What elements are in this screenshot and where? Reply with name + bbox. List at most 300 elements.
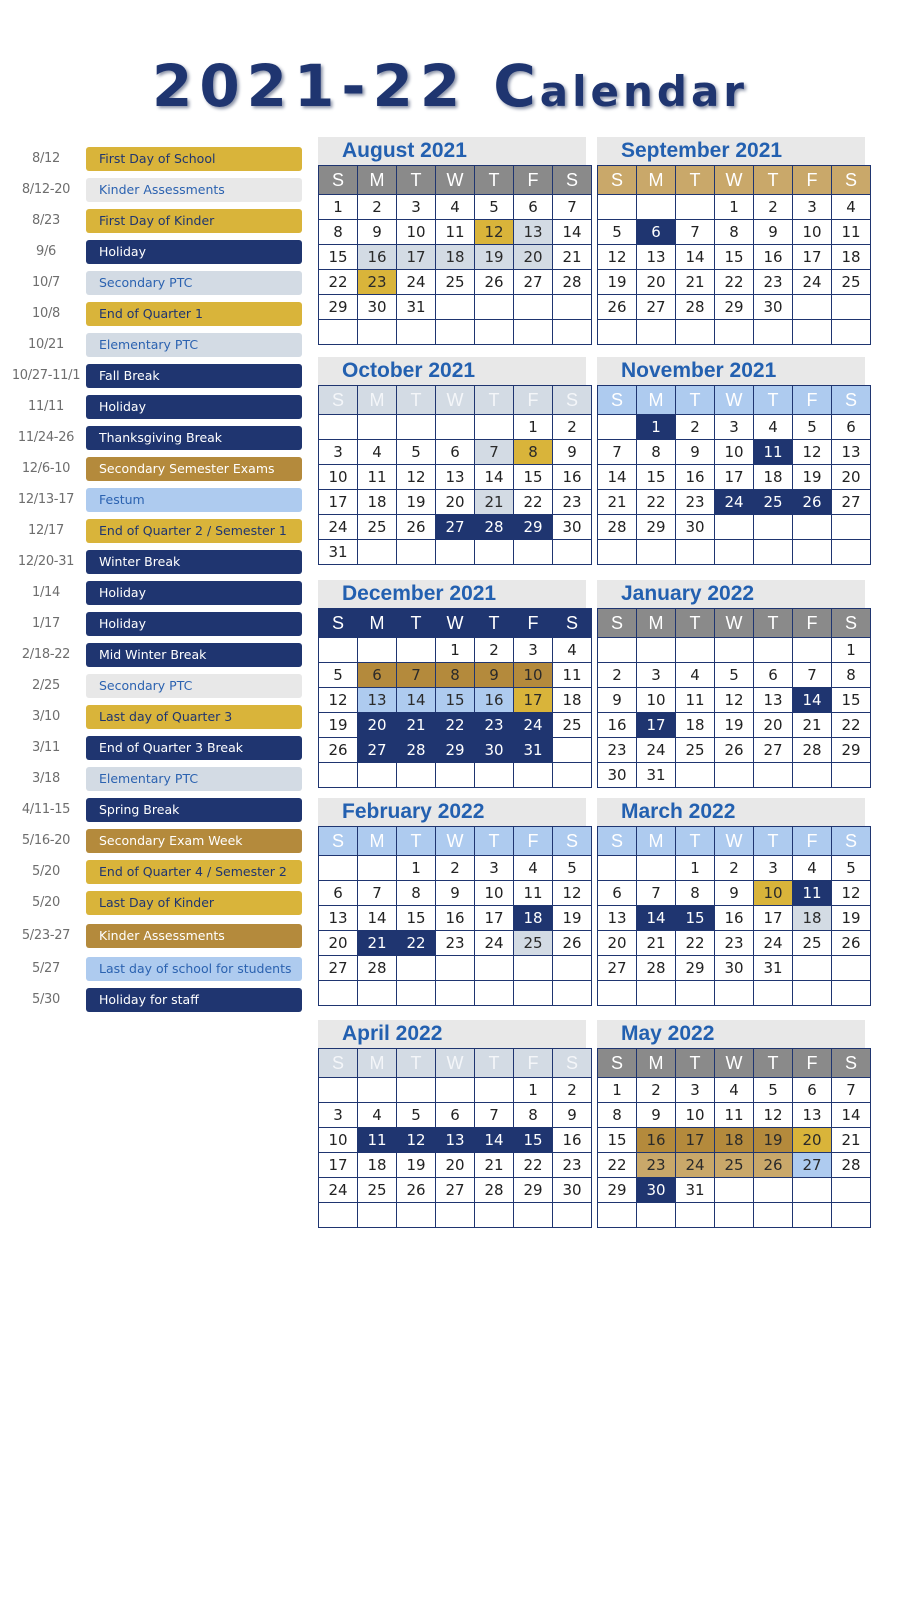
day-cell: 16 <box>637 1128 676 1153</box>
day-cell: 13 <box>754 688 793 713</box>
empty-cell <box>436 415 475 440</box>
empty-cell <box>793 295 832 320</box>
empty-cell <box>793 320 832 345</box>
empty-cell <box>397 540 436 565</box>
month-grid <box>597 826 871 1006</box>
day-cell: 8 <box>637 440 676 465</box>
day-cell: 19 <box>832 906 871 931</box>
empty-cell <box>475 1078 514 1103</box>
empty-cell <box>793 981 832 1006</box>
day-cell: 20 <box>754 713 793 738</box>
day-cell: 11 <box>436 220 475 245</box>
day-cell: 10 <box>637 688 676 713</box>
weekday-label: T <box>397 166 436 195</box>
month-title: November 2021 <box>621 359 777 382</box>
day-cell: 5 <box>397 440 436 465</box>
day-cell: 7 <box>832 1078 871 1103</box>
event-label: Fall Break <box>86 364 302 388</box>
day-cell: 28 <box>793 738 832 763</box>
event-label: Last day of Quarter 3 <box>86 705 302 729</box>
day-cell: 30 <box>676 515 715 540</box>
day-cell: 28 <box>358 956 397 981</box>
event-date: 8/23 <box>32 213 60 228</box>
day-cell: 26 <box>397 515 436 540</box>
event-label: Kinder Assessments <box>86 924 302 948</box>
empty-cell <box>598 638 637 663</box>
weekday-label: S <box>553 827 592 856</box>
month-header <box>597 357 865 385</box>
day-cell: 1 <box>436 638 475 663</box>
month-title: October 2021 <box>342 359 476 382</box>
weekday-label: M <box>358 1049 397 1078</box>
weekday-label: F <box>514 1049 553 1078</box>
day-cell: 27 <box>832 490 871 515</box>
day-cell: 6 <box>793 1078 832 1103</box>
day-cell: 13 <box>319 906 358 931</box>
empty-cell <box>832 1178 871 1203</box>
day-cell: 21 <box>637 931 676 956</box>
day-cell: 26 <box>397 1178 436 1203</box>
day-cell: 7 <box>475 1103 514 1128</box>
weekday-label: M <box>358 166 397 195</box>
day-cell: 13 <box>832 440 871 465</box>
day-cell: 16 <box>676 465 715 490</box>
day-cell: 29 <box>319 295 358 320</box>
day-cell: 1 <box>598 1078 637 1103</box>
empty-cell <box>676 1203 715 1228</box>
weekday-label: S <box>319 1049 358 1078</box>
day-cell: 8 <box>676 881 715 906</box>
day-cell: 8 <box>319 220 358 245</box>
day-cell: 30 <box>715 956 754 981</box>
day-cell: 8 <box>397 881 436 906</box>
day-cell: 8 <box>514 440 553 465</box>
day-cell: 5 <box>754 1078 793 1103</box>
day-cell: 28 <box>676 295 715 320</box>
event-label: End of Quarter 2 / Semester 1 <box>86 519 302 543</box>
event-date: 3/11 <box>32 740 60 755</box>
day-cell: 25 <box>358 1178 397 1203</box>
empty-cell <box>436 1078 475 1103</box>
day-cell: 11 <box>754 440 793 465</box>
day-cell: 20 <box>637 270 676 295</box>
day-cell: 28 <box>397 738 436 763</box>
month-grid <box>597 1048 871 1228</box>
day-cell: 13 <box>358 688 397 713</box>
event-date: 4/11-15 <box>21 802 71 817</box>
day-cell: 18 <box>832 245 871 270</box>
day-cell: 4 <box>358 440 397 465</box>
empty-cell <box>793 638 832 663</box>
day-cell: 15 <box>676 906 715 931</box>
day-cell: 9 <box>637 1103 676 1128</box>
month-grid <box>318 385 592 565</box>
day-cell: 11 <box>715 1103 754 1128</box>
weekday-label: W <box>436 166 475 195</box>
empty-cell <box>436 540 475 565</box>
event-label: Elementary PTC <box>86 333 302 357</box>
day-cell: 6 <box>598 881 637 906</box>
day-cell: 28 <box>475 1178 514 1203</box>
day-cell: 25 <box>793 931 832 956</box>
day-cell: 4 <box>832 195 871 220</box>
day-cell: 4 <box>436 195 475 220</box>
event-label: Holiday <box>86 395 302 419</box>
day-cell: 23 <box>715 931 754 956</box>
event-label: Mid Winter Break <box>86 643 302 667</box>
month-title: December 2021 <box>342 582 497 605</box>
day-cell: 24 <box>754 931 793 956</box>
day-cell: 24 <box>319 515 358 540</box>
empty-cell <box>514 981 553 1006</box>
day-cell: 22 <box>715 270 754 295</box>
weekday-label: T <box>754 827 793 856</box>
event-date: 9/6 <box>35 244 57 259</box>
day-cell: 12 <box>793 440 832 465</box>
day-cell: 21 <box>553 245 592 270</box>
day-cell: 12 <box>553 881 592 906</box>
empty-cell <box>475 1203 514 1228</box>
day-cell: 17 <box>319 490 358 515</box>
day-cell: 27 <box>436 515 475 540</box>
event-date: 12/17 <box>28 523 64 538</box>
month-header <box>318 137 586 165</box>
empty-cell <box>358 763 397 788</box>
empty-cell <box>358 638 397 663</box>
day-cell: 7 <box>637 881 676 906</box>
empty-cell <box>553 320 592 345</box>
empty-cell <box>436 981 475 1006</box>
month-header <box>597 137 865 165</box>
day-cell: 4 <box>553 638 592 663</box>
day-cell: 27 <box>637 295 676 320</box>
day-cell: 14 <box>475 465 514 490</box>
empty-cell <box>754 320 793 345</box>
day-cell: 18 <box>676 713 715 738</box>
empty-cell <box>514 295 553 320</box>
event-label: Holiday for staff <box>86 988 302 1012</box>
empty-cell <box>754 540 793 565</box>
day-cell: 23 <box>676 490 715 515</box>
empty-cell <box>598 540 637 565</box>
empty-cell <box>319 1078 358 1103</box>
day-cell: 16 <box>553 1128 592 1153</box>
day-cell: 11 <box>676 688 715 713</box>
weekday-label: T <box>397 827 436 856</box>
event-date: 3/10 <box>32 709 60 724</box>
weekday-label: T <box>676 827 715 856</box>
day-cell: 20 <box>358 713 397 738</box>
day-cell: 11 <box>358 1128 397 1153</box>
day-cell: 2 <box>637 1078 676 1103</box>
day-cell: 7 <box>397 663 436 688</box>
day-cell: 21 <box>676 270 715 295</box>
day-cell: 28 <box>475 515 514 540</box>
empty-cell <box>475 295 514 320</box>
weekday-label: T <box>397 1049 436 1078</box>
day-cell: 10 <box>676 1103 715 1128</box>
day-cell: 30 <box>553 1178 592 1203</box>
day-cell: 7 <box>475 440 514 465</box>
weekday-label: S <box>319 386 358 415</box>
empty-cell <box>436 956 475 981</box>
day-cell: 30 <box>358 295 397 320</box>
day-cell: 9 <box>676 440 715 465</box>
day-cell: 31 <box>676 1178 715 1203</box>
day-cell: 5 <box>793 415 832 440</box>
event-label: Kinder Assessments <box>86 178 302 202</box>
event-date: 8/12 <box>32 151 60 166</box>
day-cell: 19 <box>319 713 358 738</box>
empty-cell <box>715 320 754 345</box>
day-cell: 29 <box>676 956 715 981</box>
empty-cell <box>514 540 553 565</box>
empty-cell <box>358 540 397 565</box>
day-cell: 26 <box>319 738 358 763</box>
day-cell: 12 <box>475 220 514 245</box>
day-cell: 29 <box>832 738 871 763</box>
day-cell: 4 <box>358 1103 397 1128</box>
day-cell: 29 <box>514 1178 553 1203</box>
event-label: Last Day of Kinder <box>86 891 302 915</box>
day-cell: 29 <box>514 515 553 540</box>
event-date: 10/27-11/1 <box>11 368 81 383</box>
day-cell: 12 <box>754 1103 793 1128</box>
weekday-label: F <box>514 827 553 856</box>
weekday-label: S <box>832 1049 871 1078</box>
day-cell: 23 <box>436 931 475 956</box>
event-label: Winter Break <box>86 550 302 574</box>
day-cell: 18 <box>358 490 397 515</box>
weekday-label: T <box>754 1049 793 1078</box>
day-cell: 27 <box>598 956 637 981</box>
month-header <box>597 798 865 826</box>
day-cell: 21 <box>832 1128 871 1153</box>
weekday-label: S <box>832 166 871 195</box>
event-date: 2/25 <box>32 678 60 693</box>
event-label: Secondary PTC <box>86 674 302 698</box>
event-label: Last day of school for students <box>86 957 302 981</box>
empty-cell <box>715 763 754 788</box>
event-date: 11/11 <box>28 399 64 414</box>
day-cell: 3 <box>793 195 832 220</box>
day-cell: 3 <box>397 195 436 220</box>
day-cell: 7 <box>598 440 637 465</box>
day-cell: 24 <box>637 738 676 763</box>
event-label: Secondary PTC <box>86 271 302 295</box>
empty-cell <box>754 1203 793 1228</box>
day-cell: 7 <box>553 195 592 220</box>
empty-cell <box>358 320 397 345</box>
empty-cell <box>319 856 358 881</box>
empty-cell <box>553 540 592 565</box>
empty-cell <box>754 981 793 1006</box>
day-cell: 24 <box>475 931 514 956</box>
empty-cell <box>598 320 637 345</box>
empty-cell <box>436 295 475 320</box>
day-cell: 14 <box>598 465 637 490</box>
empty-cell <box>514 1203 553 1228</box>
weekday-label: M <box>637 609 676 638</box>
day-cell: 14 <box>637 906 676 931</box>
empty-cell <box>754 638 793 663</box>
day-cell: 3 <box>676 1078 715 1103</box>
event-date: 5/27 <box>32 961 60 976</box>
day-cell: 6 <box>436 1103 475 1128</box>
weekday-label: W <box>436 1049 475 1078</box>
day-cell: 14 <box>676 245 715 270</box>
empty-cell <box>832 956 871 981</box>
day-cell: 24 <box>397 270 436 295</box>
day-cell: 31 <box>397 295 436 320</box>
day-cell: 22 <box>514 1153 553 1178</box>
day-cell: 2 <box>676 415 715 440</box>
day-cell: 2 <box>553 1078 592 1103</box>
day-cell: 16 <box>475 688 514 713</box>
weekday-label: T <box>475 166 514 195</box>
weekday-label: W <box>715 166 754 195</box>
weekday-label: F <box>514 609 553 638</box>
empty-cell <box>637 195 676 220</box>
day-cell: 25 <box>832 270 871 295</box>
event-date: 5/20 <box>32 895 60 910</box>
weekday-label: T <box>676 386 715 415</box>
day-cell: 26 <box>793 490 832 515</box>
empty-cell <box>676 981 715 1006</box>
day-cell: 17 <box>514 688 553 713</box>
weekday-label: S <box>598 827 637 856</box>
event-date: 5/23-27 <box>21 928 71 943</box>
event-label: Spring Break <box>86 798 302 822</box>
empty-cell <box>358 1203 397 1228</box>
empty-cell <box>475 320 514 345</box>
month-grid <box>597 165 871 345</box>
title-rest: alendar <box>539 67 749 116</box>
weekday-label: S <box>832 609 871 638</box>
day-cell: 16 <box>715 906 754 931</box>
weekday-label: S <box>598 1049 637 1078</box>
weekday-label: S <box>319 827 358 856</box>
empty-cell <box>793 540 832 565</box>
event-date: 2/18-22 <box>21 647 71 662</box>
day-cell: 25 <box>715 1153 754 1178</box>
month-title: January 2022 <box>621 582 755 605</box>
weekday-label: T <box>676 609 715 638</box>
day-cell: 20 <box>319 931 358 956</box>
empty-cell <box>475 415 514 440</box>
day-cell: 22 <box>598 1153 637 1178</box>
day-cell: 13 <box>436 465 475 490</box>
event-date: 3/18 <box>32 771 60 786</box>
day-cell: 31 <box>319 540 358 565</box>
weekday-label: M <box>358 827 397 856</box>
event-date: 12/6-10 <box>21 461 71 476</box>
day-cell: 30 <box>754 295 793 320</box>
day-cell: 30 <box>637 1178 676 1203</box>
empty-cell <box>397 981 436 1006</box>
day-cell: 8 <box>436 663 475 688</box>
day-cell: 4 <box>676 663 715 688</box>
day-cell: 16 <box>754 245 793 270</box>
day-cell: 29 <box>637 515 676 540</box>
empty-cell <box>319 320 358 345</box>
weekday-label: F <box>793 827 832 856</box>
event-label: First Day of School <box>86 147 302 171</box>
day-cell: 1 <box>397 856 436 881</box>
empty-cell <box>553 1203 592 1228</box>
day-cell: 5 <box>397 1103 436 1128</box>
day-cell: 26 <box>715 738 754 763</box>
day-cell: 18 <box>358 1153 397 1178</box>
empty-cell <box>553 956 592 981</box>
day-cell: 19 <box>715 713 754 738</box>
day-cell: 10 <box>319 1128 358 1153</box>
day-cell: 23 <box>475 713 514 738</box>
day-cell: 19 <box>397 490 436 515</box>
empty-cell <box>715 515 754 540</box>
empty-cell <box>754 763 793 788</box>
day-cell: 6 <box>514 195 553 220</box>
event-label: Elementary PTC <box>86 767 302 791</box>
day-cell: 13 <box>637 245 676 270</box>
day-cell: 17 <box>793 245 832 270</box>
day-cell: 27 <box>436 1178 475 1203</box>
day-cell: 21 <box>475 1153 514 1178</box>
day-cell: 5 <box>832 856 871 881</box>
day-cell: 15 <box>514 465 553 490</box>
day-cell: 6 <box>436 440 475 465</box>
empty-cell <box>553 981 592 1006</box>
day-cell: 25 <box>358 515 397 540</box>
empty-cell <box>475 956 514 981</box>
day-cell: 6 <box>754 663 793 688</box>
day-cell: 21 <box>598 490 637 515</box>
day-cell: 17 <box>637 713 676 738</box>
title-initial: C <box>493 52 540 120</box>
day-cell: 22 <box>637 490 676 515</box>
empty-cell <box>397 956 436 981</box>
weekday-label: T <box>754 609 793 638</box>
empty-cell <box>475 540 514 565</box>
empty-cell <box>475 763 514 788</box>
day-cell: 1 <box>715 195 754 220</box>
day-cell: 18 <box>793 906 832 931</box>
day-cell: 3 <box>475 856 514 881</box>
event-date: 8/12-20 <box>21 182 71 197</box>
day-cell: 1 <box>637 415 676 440</box>
empty-cell <box>436 320 475 345</box>
weekday-label: F <box>793 609 832 638</box>
day-cell: 20 <box>436 1153 475 1178</box>
weekday-label: T <box>754 386 793 415</box>
day-cell: 28 <box>637 956 676 981</box>
event-date: 12/13-17 <box>17 492 75 507</box>
weekday-label: M <box>358 386 397 415</box>
empty-cell <box>676 195 715 220</box>
day-cell: 20 <box>598 931 637 956</box>
day-cell: 24 <box>319 1178 358 1203</box>
day-cell: 16 <box>598 713 637 738</box>
empty-cell <box>358 1078 397 1103</box>
month-title: May 2022 <box>621 1022 715 1045</box>
day-cell: 22 <box>436 713 475 738</box>
weekday-label: W <box>436 386 475 415</box>
day-cell: 21 <box>397 713 436 738</box>
day-cell: 21 <box>475 490 514 515</box>
day-cell: 19 <box>598 270 637 295</box>
empty-cell <box>637 540 676 565</box>
day-cell: 12 <box>397 465 436 490</box>
